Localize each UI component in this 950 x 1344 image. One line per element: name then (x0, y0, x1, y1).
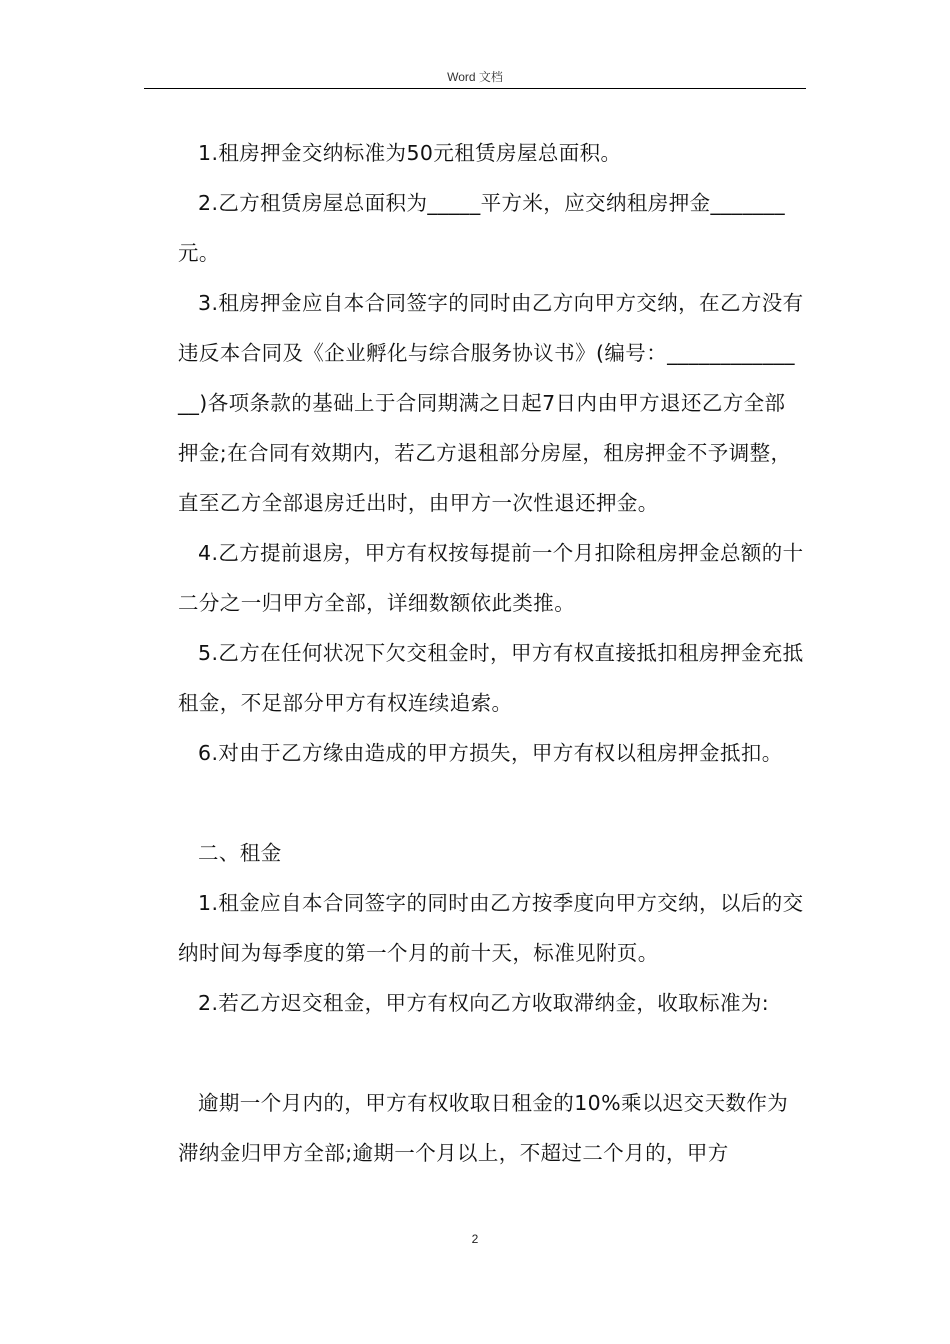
paragraph-deposit-area: 2.乙方租赁房屋总面积为_____平方米，应交纳租房押金_______元。 (178, 191, 786, 265)
paragraph-rent-payment: 1.租金应自本合同签字的同时由乙方按季度向甲方交纳，以后的交纳时间为每季度的第一个月的前十天，标准见附页。 (178, 891, 804, 965)
paragraph-arrears: 5.乙方在任何状况下欠交租金时，甲方有权直接抵扣租房押金充抵租金，不足部分甲方有权连续追索。 (178, 641, 804, 715)
paragraph-early-exit: 4.乙方提前退房，甲方有权按每提前一个月扣除租房押金总额的十二分之一归甲方全部，详细数额依此类推。 (178, 541, 804, 615)
paragraph-late-fee-detail: 逾期一个月内的，甲方有权收取日租金的10%乘以迟交天数作为滞纳金归甲方全部;逾期一个月以上，不超过二个月的，甲方 (178, 1091, 789, 1165)
paragraph-late-fee: 2.若乙方迟交租金，甲方有权向乙方收取滞纳金，收取标准为: (198, 991, 770, 1015)
section-heading-rent: 二、租金 (198, 841, 282, 865)
document-header: Word 文档 (447, 70, 503, 84)
header-divider (144, 88, 806, 89)
paragraph-deposit-refund: 3.租房押金应自本合同签字的同时由乙方向甲方交纳，在乙方没有违反本合同及《企业孵化与综合服务协议书》(编号：______________)各项条款的基础上于合同期满之日起7日内由甲方退还乙方全部押金;在合同有效期内，若乙方退租部分房屋，租房押金不予调整，直至乙方全部退房迁出时，由甲方一次性退还押金。 (178, 291, 804, 515)
page-number: 2 (471, 1232, 479, 1246)
paragraph-losses: 6.对由于乙方缘由造成的甲方损失，甲方有权以租房押金抵扣。 (198, 741, 783, 765)
paragraph-deposit-standard: 1.租房押金交纳标准为50元租赁房屋总面积。 (198, 141, 622, 165)
document-body (178, 128, 804, 1178)
